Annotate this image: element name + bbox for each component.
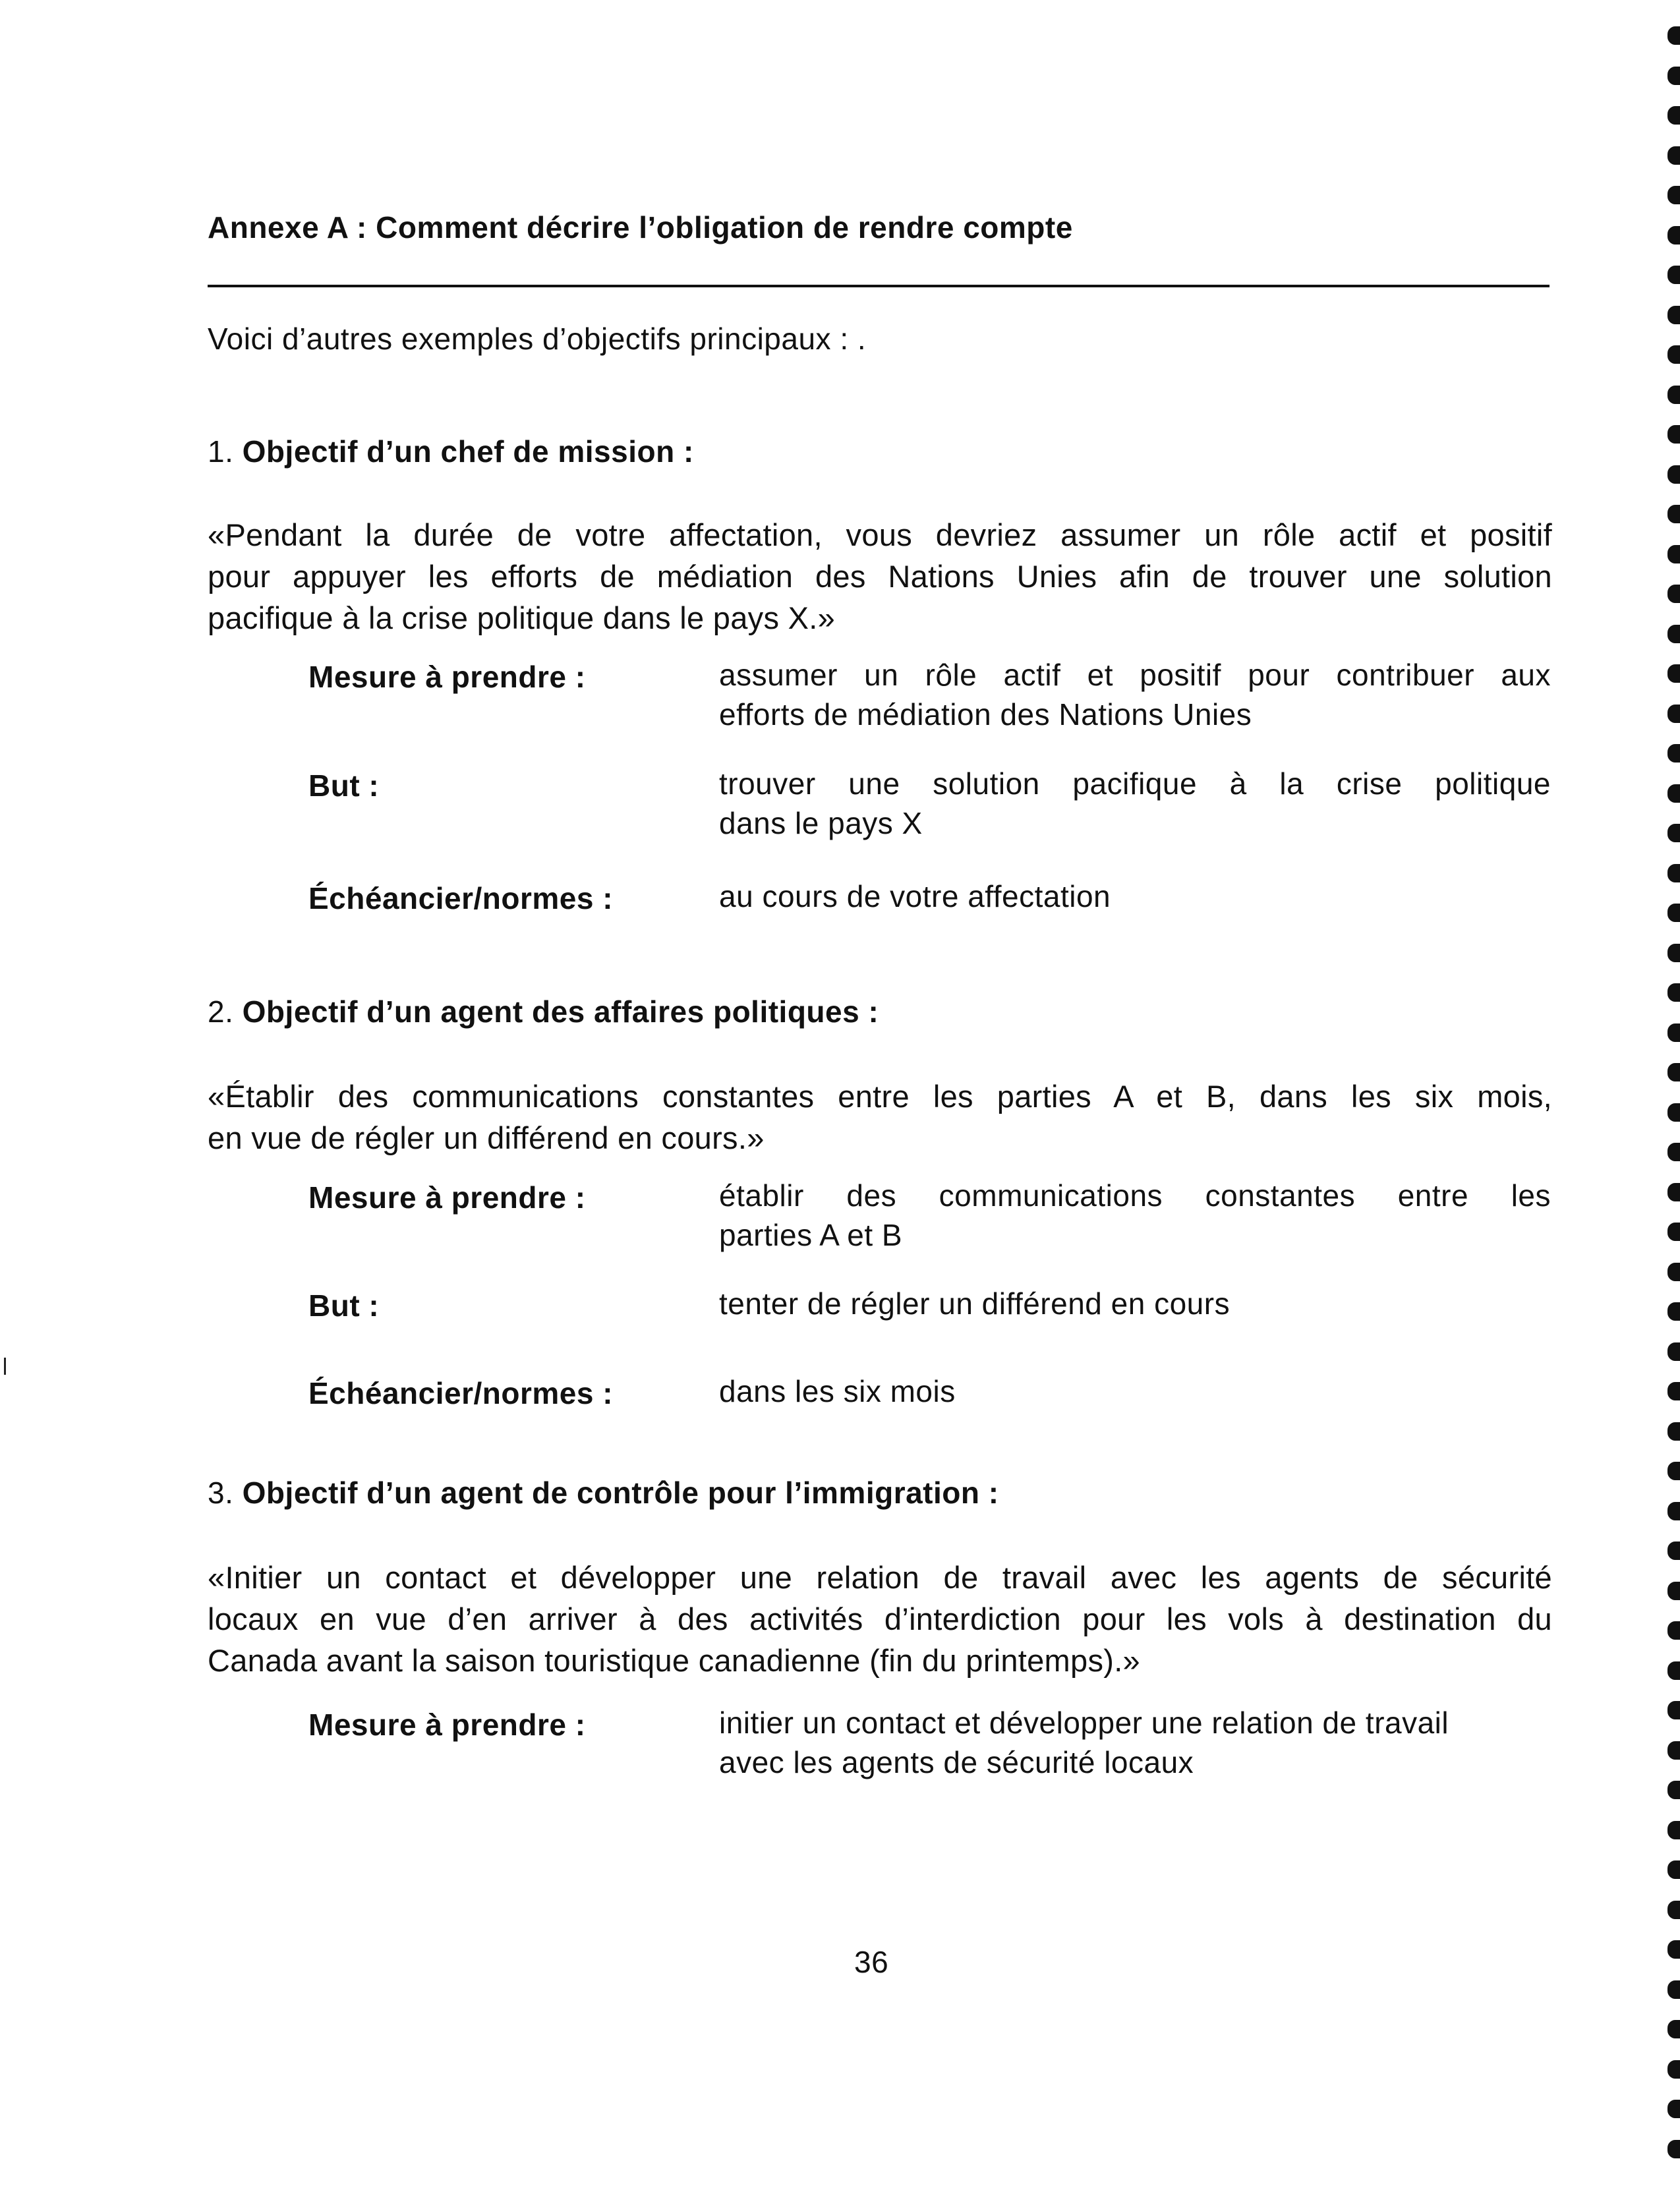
binding-hole [1667, 1502, 1680, 1520]
quote-line: en vue de régler un différend en cours.» [208, 1120, 765, 1155]
binding-hole [1667, 2100, 1680, 2118]
scan-edge-mark [4, 1358, 6, 1375]
row-value-line: efforts de médiation des Nations Unies [719, 697, 1252, 732]
binding-hole [1667, 67, 1680, 85]
page-number: 36 [854, 1945, 889, 1979]
row-value [719, 1703, 1551, 1782]
binding-hole [1667, 1621, 1680, 1640]
quote-line: pour appuyer les efforts de médiation des Nations Unies afin de trouver une solution [208, 559, 1552, 594]
row-label: Mesure à prendre : [308, 1708, 586, 1742]
binding-hole [1667, 425, 1680, 444]
objective-quote [208, 1076, 1552, 1159]
binding-hole [1667, 2140, 1680, 2158]
binding-hole [1667, 1422, 1680, 1441]
binding-hole [1667, 864, 1680, 882]
row-value [719, 877, 1551, 916]
binding-hole [1667, 226, 1680, 245]
binding-hole [1667, 1781, 1680, 1799]
binding-hole [1667, 705, 1680, 723]
binding-hole [1667, 1542, 1680, 1560]
section-heading [208, 994, 879, 1029]
binding-hole [1667, 1860, 1680, 1879]
binding-hole [1667, 1661, 1680, 1680]
binding-hole [1667, 824, 1680, 842]
binding-hole [1667, 944, 1680, 962]
quote-line: pacifique à la crise politique dans le pays X.» [208, 600, 836, 635]
binding-hole [1667, 1063, 1680, 1081]
binding-hole [1667, 186, 1680, 204]
binding-hole [1667, 625, 1680, 643]
row-value [719, 764, 1551, 843]
binding-hole [1667, 1263, 1680, 1281]
row-value [719, 655, 1551, 734]
binding-hole [1667, 983, 1680, 1002]
binding-hole [1667, 2020, 1680, 2038]
section-number: 1. [208, 434, 234, 469]
row-value-line: avec les agents de sécurité locaux [719, 1745, 1194, 1779]
binding-hole [1667, 345, 1680, 364]
binding-hole [1667, 146, 1680, 165]
binding-hole [1667, 1462, 1680, 1480]
row-label: But : [308, 768, 380, 803]
quote-line: «Établir des communications constantes entre les parties A et B, dans les six mois, [208, 1079, 1552, 1114]
binding-hole [1667, 1582, 1680, 1600]
row-value-line: dans le pays X [719, 806, 923, 840]
row-label: Mesure à prendre : [308, 660, 586, 694]
binding-hole [1667, 664, 1680, 683]
section-title: Objectif d’un agent des affaires politiques : [242, 994, 879, 1029]
binding-hole [1667, 1183, 1680, 1201]
binding-hole [1667, 585, 1680, 603]
binding-hole [1667, 1901, 1680, 1919]
row-value-line: établir des communications constantes entre les [719, 1178, 1551, 1213]
row-label: Échéancier/normes : [308, 1376, 614, 1410]
binding-hole [1667, 545, 1680, 563]
quote-line: «Initier un contact et développer une relation de travail avec les agents de sécurité [208, 1560, 1552, 1595]
binding-hole [1667, 1023, 1680, 1042]
row-value-line: assumer un rôle actif et positif pour contribuer aux [719, 658, 1551, 692]
binding-hole [1667, 306, 1680, 324]
row-label: Mesure à prendre : [308, 1180, 586, 1215]
binding-hole [1667, 784, 1680, 803]
section-heading [208, 434, 694, 469]
section-title: Objectif d’un agent de contrôle pour l’immigration : [242, 1476, 999, 1510]
binding-hole [1667, 1741, 1680, 1760]
binding-hole [1667, 1143, 1680, 1161]
row-value-line: au cours de votre affectation [719, 879, 1111, 913]
quote-line: «Pendant la durée de votre affectation, vous devriez assumer un rôle actif et positif [208, 517, 1552, 552]
binding-hole [1667, 904, 1680, 922]
binding-hole [1667, 1701, 1680, 1719]
row-value-line: trouver une solution pacifique à la crise politique [719, 766, 1551, 801]
binding-hole [1667, 1223, 1680, 1241]
row-value [719, 1176, 1551, 1255]
binding-hole [1667, 386, 1680, 404]
binding-hole [1667, 1302, 1680, 1321]
objective-quote [208, 514, 1552, 639]
section-number: 3. [208, 1476, 234, 1510]
row-value [719, 1284, 1551, 1323]
binding-hole [1667, 1382, 1680, 1400]
binding-hole [1667, 266, 1680, 284]
binding-hole [1667, 465, 1680, 484]
quote-line: locaux en vue d’en arriver à des activités d’interdiction pour les vols à destination du [208, 1601, 1552, 1636]
binding-hole [1667, 505, 1680, 523]
binding-hole [1667, 1342, 1680, 1361]
row-value-line: tenter de régler un différend en cours [719, 1286, 1231, 1321]
title-divider [208, 285, 1550, 287]
spiral-binding [1667, 26, 1680, 2190]
objective-quote [208, 1557, 1552, 1681]
section-heading [208, 1475, 999, 1511]
row-value-line: initier un contact et développer une relation de travail [719, 1706, 1449, 1740]
section-title: Objectif d’un chef de mission : [242, 434, 694, 469]
binding-hole [1667, 744, 1680, 763]
page-title: Annexe A : Comment décrire l’obligation de rendre compte [208, 210, 1073, 245]
binding-hole [1667, 1821, 1680, 1839]
row-value-line: parties A et B [719, 1218, 903, 1252]
quote-line: Canada avant la saison touristique canadienne (fin du printemps).» [208, 1643, 1140, 1678]
binding-hole [1667, 1940, 1680, 1959]
binding-hole [1667, 106, 1680, 125]
row-label: But : [308, 1288, 380, 1323]
binding-hole [1667, 26, 1680, 45]
section-number: 2. [208, 994, 234, 1029]
row-value [719, 1371, 1551, 1411]
binding-hole [1667, 1980, 1680, 1999]
binding-hole [1667, 2060, 1680, 2079]
row-label: Échéancier/normes : [308, 881, 614, 915]
binding-hole [1667, 1103, 1680, 1122]
intro-text: Voici d’autres exemples d’objectifs principaux : . [208, 322, 867, 356]
row-value-line: dans les six mois [719, 1374, 956, 1408]
